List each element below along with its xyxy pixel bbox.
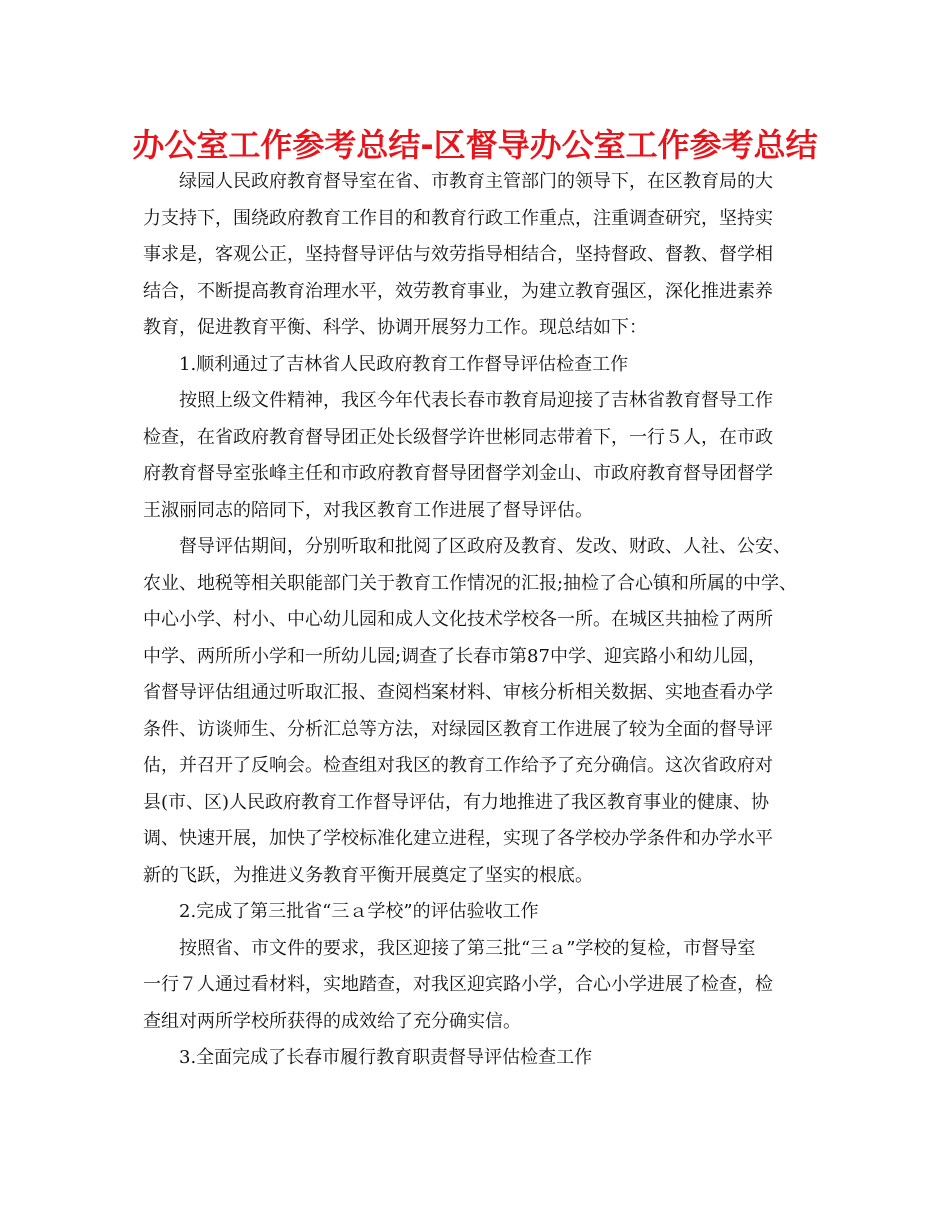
section-heading: 3.全面完成了长春市履行教育职责督导评估检查工作 [179,1047,593,1068]
document-body [143,164,803,1077]
paragraph-line: 县(市、区)人民政府教育工作督导评估，有力地推进了我区教育事业的健康、协 [143,791,770,813]
paragraph-line: 结合，不断提高教育治理水平，效劳教育事业，为建立教育强区，深化推进素养 [143,280,773,302]
paragraph-line: 事求是，客观公正，坚持督导评估与效劳指导相结合，坚持督政、督教、督学相 [143,244,773,265]
paragraph-line: 教育，促进教育平衡、科学、协调开展努力工作。现总结如下： [143,317,647,338]
paragraph-line: 中心小学、村小、中心幼儿园和成人文化技术学校各一所。在城区共抽检了两所 [143,609,773,630]
paragraph-line: 一行７人通过看材料，实地踏查，对我区迎宾路小学，合心小学进展了检查，检 [143,974,773,995]
paragraph-line: 督导评估期间，分别听取和批阅了区政府及教育、发改、财政、人社、公安、 [179,536,791,557]
document-title: 办公室工作参考总结-区督导办公室工作参考总结 [132,126,818,164]
paragraph-line: 估，并召开了反响会。检查组对我区的教育工作给予了充分确信。这次省政府对 [143,755,773,776]
section-heading: 2.完成了第三批省“三ａ学校”的评估验收工作 [179,901,539,922]
paragraph-line: 王淑丽同志的陪同下，对我区教育工作进展了督导评估。 [143,499,593,521]
paragraph-line: 查组对两所学校所获得的成效给了充分确实信。 [143,1010,521,1032]
paragraph-line: 绿园人民政府教育督导室在省、市教育主管部门的领导下，在区教育局的大 [179,171,773,192]
paragraph-line: 条件、访谈师生、分析汇总等方法，对绿园区教育工作进展了较为全面的督导评 [143,718,773,740]
paragraph-line: 调、快速开展，加快了学校标准化建立进程，实现了各学校办学条件和办学水平 [143,828,773,849]
paragraph-line: 农业、地税等相关职能部门关于教育工作情况的汇报;抽检了合心镇和所属的中学、 [143,572,798,594]
paragraph-line: 中学、两所所小学和一所幼儿园;调查了长春市第87中学、迎宾路小和幼儿园， [143,645,766,667]
paragraph-line: 检查，在省政府教育督导团正处长级督学许世彬同志带着下，一行５人，在市政 [143,426,773,448]
section-heading: 1.顺利通过了吉林省人民政府教育工作督导评估检查工作 [179,353,629,375]
paragraph-line: 按照省、市文件的要求，我区迎接了第三批“三ａ”学校的复检，市督导室 [179,937,756,959]
paragraph-line: 按照上级文件精神，我区今年代表长春市教育局迎接了吉林省教育督导工作 [179,390,773,411]
paragraph-line: 省督导评估组通过听取汇报、查阅档案材料、审核分析相关数据、实地查看办学 [143,682,773,703]
paragraph-line: 新的飞跃，为推进义务教育平衡开展奠定了坚实的根底。 [143,864,593,886]
paragraph-line: 力支持下，围绕政府教育工作目的和教育行政工作重点，注重调查研究，坚持实 [143,207,773,229]
paragraph-line: 府教育督导室张峰主任和市政府教育督导团督学刘金山、市政府教育督导团督学 [143,463,773,484]
